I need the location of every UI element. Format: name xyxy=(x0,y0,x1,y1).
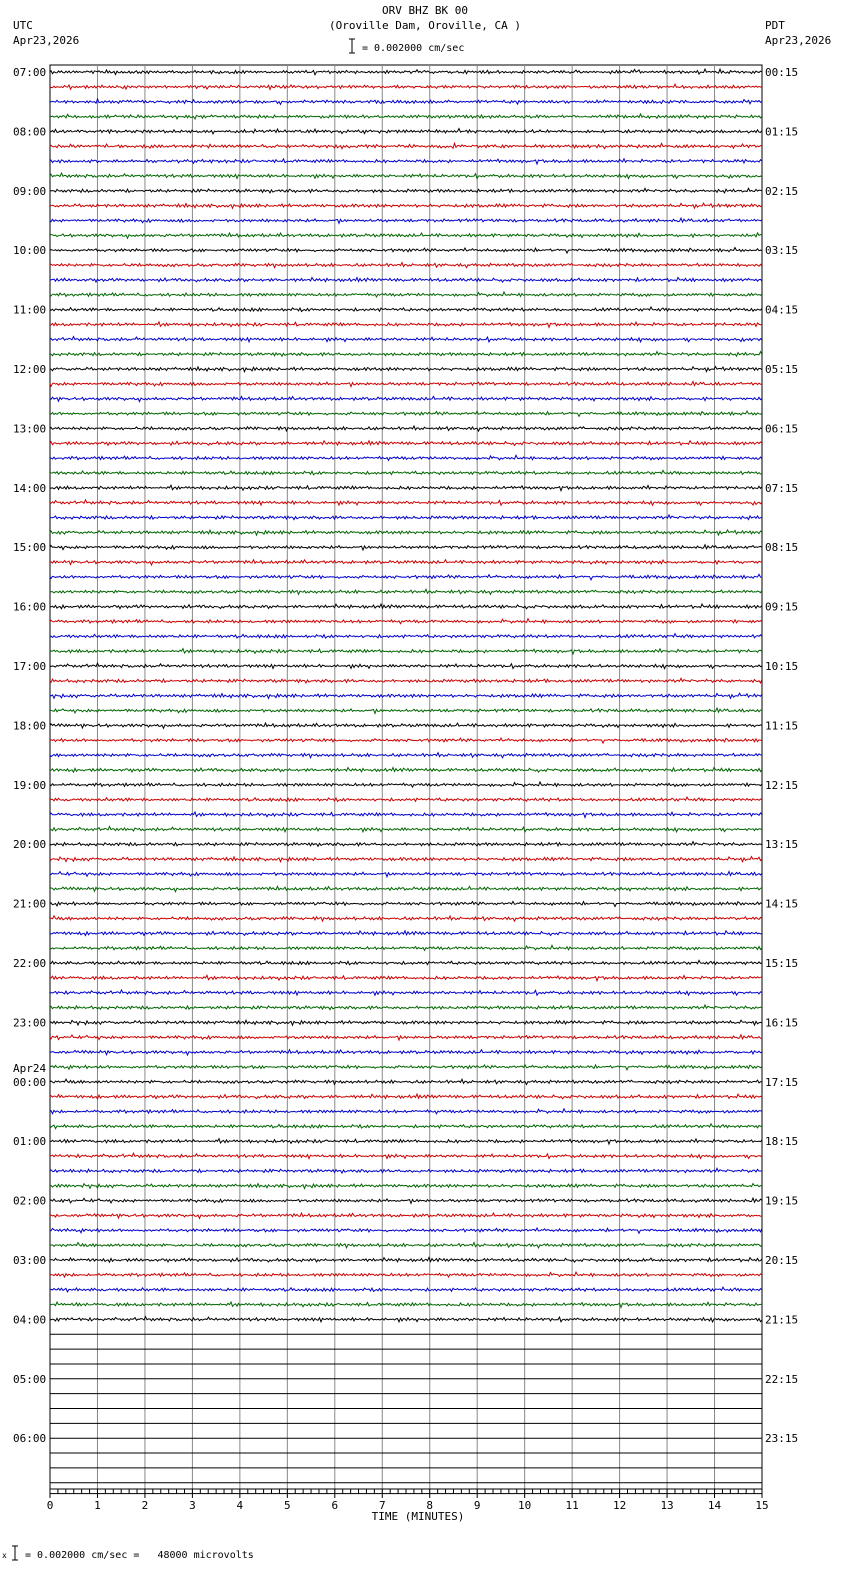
seismic-trace xyxy=(50,723,762,728)
seismic-trace xyxy=(50,322,762,327)
utc-hour-label: 12:00 xyxy=(13,363,47,376)
seismic-trace xyxy=(50,574,762,580)
footer-scale-prefix: x xyxy=(2,1551,7,1560)
seismic-trace xyxy=(50,69,762,75)
seismic-trace xyxy=(50,143,762,148)
seismic-trace xyxy=(50,530,762,535)
left-date: Apr23,2026 xyxy=(13,34,80,47)
seismic-trace xyxy=(50,173,762,179)
seismic-trace xyxy=(50,263,762,268)
seismic-trace xyxy=(50,857,762,862)
utc-hour-label: 03:00 xyxy=(13,1254,47,1267)
pdt-hour-label: 01:15 xyxy=(765,125,799,139)
seismic-trace xyxy=(50,1198,762,1203)
utc-hour-label: 02:00 xyxy=(13,1194,47,1208)
x-axis-label: TIME (MINUTES) xyxy=(371,1510,465,1523)
utc-hour-label: 22:00 xyxy=(13,957,47,970)
pdt-hour-label: 21:15 xyxy=(765,1313,799,1327)
seismic-trace xyxy=(50,1258,762,1263)
utc-hour-label: 09:00 xyxy=(13,184,47,198)
seismic-trace xyxy=(50,203,762,208)
x-tick-label: 0 xyxy=(46,1499,54,1512)
seismic-trace xyxy=(50,470,762,475)
seismic-trace xyxy=(50,589,762,594)
seismic-trace xyxy=(50,560,762,565)
seismic-trace xyxy=(50,1272,762,1277)
seismic-trace xyxy=(50,1287,762,1292)
seismic-trace xyxy=(50,485,762,491)
date-change-label: Apr24 xyxy=(13,1061,47,1075)
x-tick-label: 14 xyxy=(707,1499,722,1512)
utc-hour-label: 10:00 xyxy=(13,244,47,258)
utc-hour-label: 13:00 xyxy=(13,422,47,436)
pdt-hour-label: 11:15 xyxy=(765,719,799,733)
x-tick-label: 11 xyxy=(565,1499,579,1512)
seismic-trace xyxy=(50,84,762,89)
pdt-hour-label: 00:15 xyxy=(765,66,799,79)
seismic-trace xyxy=(50,188,762,193)
pdt-hour-label: 14:15 xyxy=(765,897,799,911)
seismic-trace xyxy=(50,292,762,297)
x-tick-label: 10 xyxy=(518,1499,532,1512)
pdt-hour-label: 15:15 xyxy=(765,957,799,970)
x-tick-label: 3 xyxy=(189,1499,196,1512)
seismic-trace xyxy=(50,1139,762,1144)
seismic-trace xyxy=(50,797,762,801)
utc-hour-label: 16:00 xyxy=(13,600,47,614)
pdt-hour-label: 16:15 xyxy=(765,1016,799,1030)
seismic-trace xyxy=(50,1035,762,1040)
seismic-trace xyxy=(50,382,762,387)
utc-hour-label: 01:00 xyxy=(13,1135,47,1149)
seismic-trace xyxy=(50,1228,762,1233)
pdt-hour-label: 03:15 xyxy=(765,244,799,258)
seismic-trace xyxy=(50,916,762,921)
seismic-trace xyxy=(50,663,762,668)
seismic-trace xyxy=(50,827,762,832)
x-tick-label: 15 xyxy=(755,1499,769,1512)
seismic-trace xyxy=(50,1213,762,1218)
utc-hour-label: 08:00 xyxy=(13,125,47,139)
seismic-trace xyxy=(50,500,762,505)
pdt-hour-label: 13:15 xyxy=(765,838,799,852)
station-location: (Oroville Dam, Oroville, CA ) xyxy=(328,19,522,32)
seismic-trace xyxy=(50,768,762,773)
pdt-hour-label: 20:15 xyxy=(765,1254,799,1267)
pdt-hour-label: 22:15 xyxy=(765,1372,799,1386)
x-tick-label: 7 xyxy=(378,1499,386,1512)
seismic-trace xyxy=(50,1094,762,1099)
seismic-trace xyxy=(50,649,762,654)
seismic-trace xyxy=(50,812,762,817)
right-date: Apr23,2026 xyxy=(765,34,832,47)
pdt-hour-label: 19:15 xyxy=(765,1194,799,1208)
utc-hour-label: 18:00 xyxy=(13,719,47,733)
pdt-hour-label: 18:15 xyxy=(765,1135,799,1149)
seismic-trace xyxy=(50,352,762,357)
seismic-trace xyxy=(50,842,762,847)
pdt-hour-label: 05:15 xyxy=(765,363,799,376)
seismic-trace xyxy=(50,1184,762,1189)
seismic-trace xyxy=(50,1079,762,1084)
seismic-trace xyxy=(50,990,762,995)
seismic-trace xyxy=(50,738,762,743)
seismic-trace xyxy=(50,1065,762,1070)
seismic-trace xyxy=(50,277,762,282)
seismic-trace xyxy=(50,411,762,416)
x-tick-label: 1 xyxy=(94,1499,101,1512)
seismic-trace xyxy=(50,159,762,164)
seismic-trace xyxy=(50,960,762,964)
seismic-trace xyxy=(50,1020,762,1025)
pdt-hour-label: 06:15 xyxy=(765,422,799,436)
pdt-hour-label: 07:15 xyxy=(765,481,799,495)
utc-hour-label: 23:00 xyxy=(13,1016,47,1030)
seismic-trace xyxy=(50,975,762,980)
utc-hour-label: 21:00 xyxy=(13,897,47,911)
seismic-trace xyxy=(50,886,762,891)
seismic-trace xyxy=(50,782,762,787)
seismic-trace xyxy=(50,396,762,401)
seismic-trace xyxy=(50,708,762,713)
pdt-hour-label: 04:15 xyxy=(765,303,799,317)
pdt-hour-label: 10:15 xyxy=(765,660,799,673)
seismic-trace xyxy=(50,1109,762,1114)
x-tick-label: 12 xyxy=(612,1499,627,1512)
seismic-trace xyxy=(50,1153,762,1158)
scale-text: = 0.002000 cm/sec xyxy=(362,43,465,54)
seismic-trace xyxy=(50,634,762,638)
pdt-hour-label: 09:15 xyxy=(765,600,799,614)
x-tick-label: 13 xyxy=(660,1499,674,1512)
footer-scale-text: = 0.002000 cm/sec = 48000 microvolts xyxy=(25,1550,254,1561)
utc-hour-label: 11:00 xyxy=(13,303,47,317)
seismic-trace xyxy=(50,901,762,906)
utc-hour-label: 06:00 xyxy=(13,1432,47,1446)
seismic-trace xyxy=(50,545,762,550)
utc-hour-label: 20:00 xyxy=(13,838,47,852)
seismic-trace xyxy=(50,1050,762,1055)
seismic-trace xyxy=(50,1168,762,1173)
seismic-trace xyxy=(50,619,762,624)
x-tick-label: 5 xyxy=(284,1499,291,1512)
x-tick-label: 9 xyxy=(473,1499,481,1512)
seismic-trace xyxy=(50,129,762,134)
seismic-trace xyxy=(50,337,762,342)
seismic-trace xyxy=(50,426,762,431)
left-timezone: UTC xyxy=(13,19,33,32)
seismic-trace xyxy=(50,1124,762,1129)
utc-hour-label: 17:00 xyxy=(13,660,47,673)
seismic-trace xyxy=(50,1302,762,1307)
seismic-trace xyxy=(50,678,762,683)
seismic-trace xyxy=(50,455,762,460)
seismic-trace xyxy=(50,1005,762,1010)
seismic-trace xyxy=(50,367,762,372)
seismic-trace xyxy=(50,515,762,520)
seismic-trace xyxy=(50,693,762,698)
utc-hour-label: 19:00 xyxy=(13,778,47,792)
seismic-trace xyxy=(50,1243,762,1248)
seismic-trace xyxy=(50,1317,762,1322)
utc-hour-label: 14:00 xyxy=(13,481,47,495)
seismic-trace xyxy=(50,441,762,446)
x-tick-label: 4 xyxy=(236,1499,244,1512)
pdt-hour-label: 17:15 xyxy=(765,1075,799,1089)
seismic-trace xyxy=(50,872,762,877)
x-tick-label: 8 xyxy=(426,1499,434,1512)
utc-hour-label: 15:00 xyxy=(13,541,47,555)
pdt-hour-label: 12:15 xyxy=(765,778,799,792)
x-tick-label: 6 xyxy=(331,1499,339,1512)
pdt-hour-label: 02:15 xyxy=(765,184,799,198)
seismic-trace xyxy=(50,931,762,936)
pdt-hour-label: 08:15 xyxy=(765,541,799,555)
utc-hour-label: 00:00 xyxy=(13,1075,47,1089)
seismic-trace xyxy=(50,945,762,950)
seismic-trace xyxy=(50,99,762,104)
seismic-trace xyxy=(50,307,762,312)
utc-hour-label: 04:00 xyxy=(13,1313,47,1327)
seismic-trace xyxy=(50,753,762,758)
seismic-trace xyxy=(50,233,762,238)
seismic-trace xyxy=(50,604,762,609)
pdt-hour-label: 23:15 xyxy=(765,1432,799,1446)
utc-hour-label: 05:00 xyxy=(13,1372,47,1386)
right-timezone: PDT xyxy=(765,19,785,32)
station-title: ORV BHZ BK 00 xyxy=(381,4,469,17)
seismic-trace xyxy=(50,248,762,253)
utc-hour-label: 07:00 xyxy=(13,66,47,79)
seismic-trace xyxy=(50,218,762,223)
seismic-trace xyxy=(50,114,762,119)
x-tick-label: 2 xyxy=(141,1499,149,1512)
